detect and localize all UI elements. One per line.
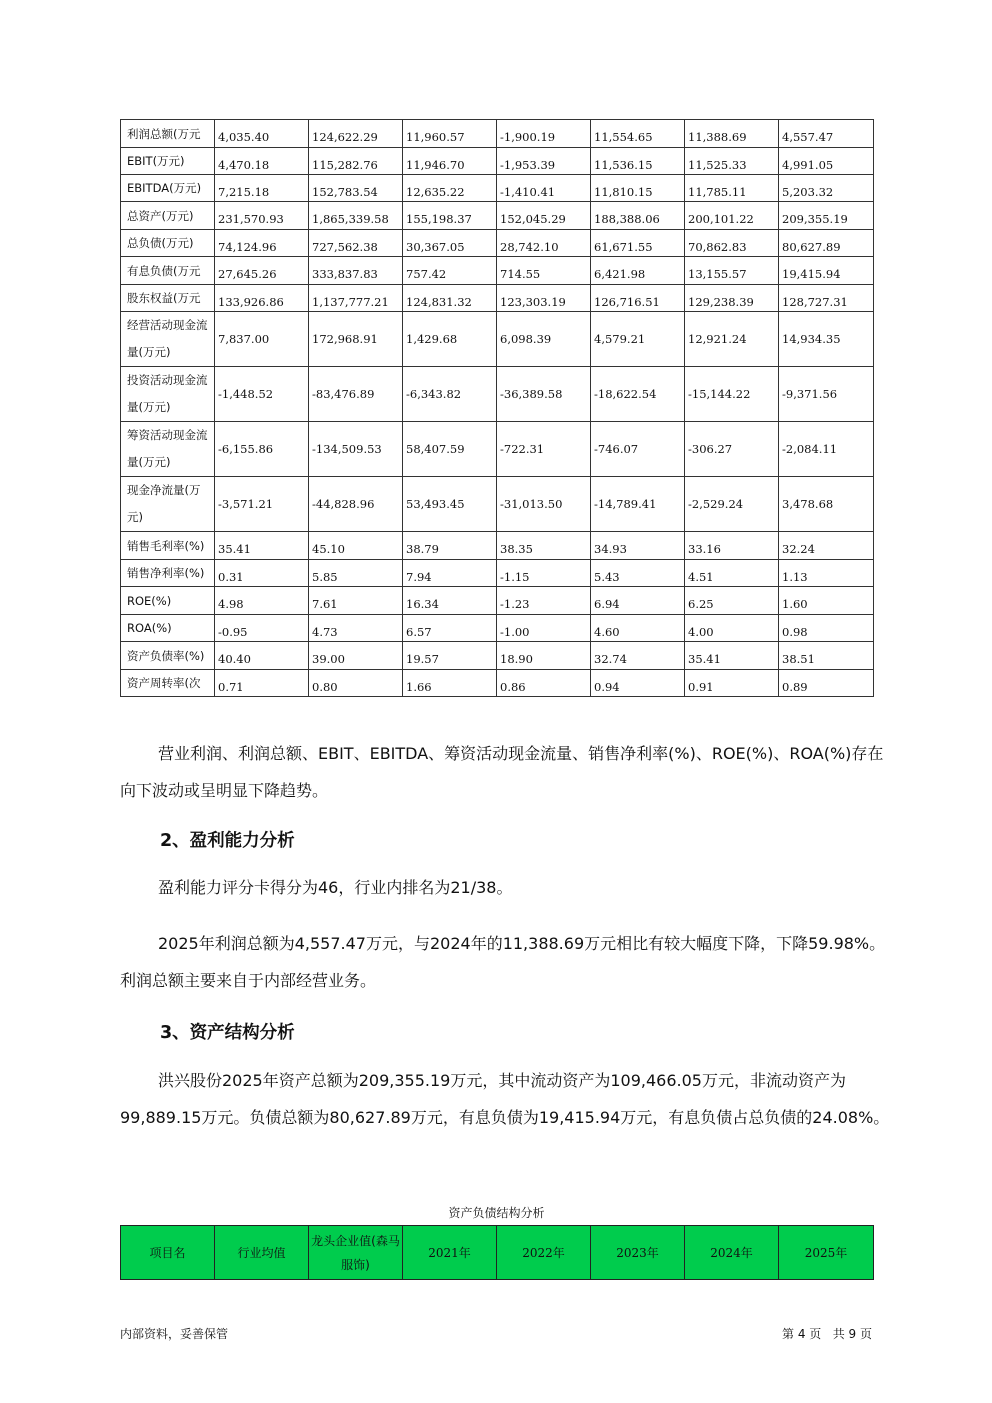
table-cell: 209,355.19 [779,202,874,230]
table-cell: 0.86 [497,670,591,697]
table-cell: 35.41 [215,532,309,560]
table-cell: 61,671.55 [591,230,685,257]
row-label: 资产负债率(%) [121,642,215,670]
table-cell: 11,388.69 [685,120,779,148]
table-cell: 0.71 [215,670,309,697]
table-cell: 32.74 [591,642,685,670]
table-cell: 11,536.15 [591,148,685,175]
row-label: 投资活动现金流量(万元) [121,367,215,422]
row-label: 经营活动现金流量(万元) [121,312,215,367]
row-label: 筹资活动现金流量(万元) [121,422,215,477]
table-row [121,230,874,257]
table-cell: 11,960.57 [403,120,497,148]
table-row [121,642,874,670]
table-row [121,560,874,587]
table-cell: 4,035.40 [215,120,309,148]
table-cell: 188,388.06 [591,202,685,230]
table-cell: -1,900.19 [497,120,591,148]
section-2-heading: 2、盈利能力分析 [160,831,295,851]
row-label: 股东权益(万元 [121,285,215,312]
table-cell: 128,727.31 [779,285,874,312]
table-cell: 152,045.29 [497,202,591,230]
table-row [121,367,874,422]
table-cell: -2,084.11 [779,422,874,477]
financial-indicators-table [120,119,874,697]
row-label: EBITDA(万元) [121,175,215,202]
table-cell: 16.34 [403,587,497,615]
table-cell: 0.91 [685,670,779,697]
asset-liability-structure-table [120,1225,874,1280]
table-cell: -9,371.56 [779,367,874,422]
row-label: 销售净利率(%) [121,560,215,587]
table-cell: 714.55 [497,257,591,285]
table-cell: 27,645.26 [215,257,309,285]
table-cell: 1,137,777.21 [309,285,403,312]
table-cell: 0.80 [309,670,403,697]
table-cell: 1,429.68 [403,312,497,367]
header-cell: 2021年 [403,1226,497,1280]
table-row [121,532,874,560]
row-label: 销售毛利率(%) [121,532,215,560]
table-row [121,257,874,285]
table-cell: 7,215.18 [215,175,309,202]
table-cell: 1.13 [779,560,874,587]
table-cell: -1.00 [497,615,591,642]
table-cell: 38.51 [779,642,874,670]
table-cell: 126,716.51 [591,285,685,312]
section-3-heading: 3、资产结构分析 [160,1023,295,1043]
table-cell: -1,448.52 [215,367,309,422]
table-cell: 5.43 [591,560,685,587]
table-cell: 133,926.86 [215,285,309,312]
table-row [121,120,874,148]
table-cell: 4.98 [215,587,309,615]
table-cell: 11,554.65 [591,120,685,148]
table-cell: 123,303.19 [497,285,591,312]
table-cell: 5.85 [309,560,403,587]
header-cell: 项目名 [121,1226,215,1280]
table-cell: 45.10 [309,532,403,560]
asset-structure-paragraph: 洪兴股份2025年资产总额为209,355.19万元，其中流动资产为109,466.05万元，非流动资产为99,889.15万元。负债总额为80,627.89万元，有息负债为19,415.94万元，有息负债占总负债的24.08%。 [120,1071,890,1127]
table-cell: -722.31 [497,422,591,477]
table-cell: 74,124.96 [215,230,309,257]
table-cell: -1.15 [497,560,591,587]
table-cell: -31,013.50 [497,477,591,532]
table-cell: 53,493.45 [403,477,497,532]
table-cell: 124,831.32 [403,285,497,312]
table-cell: 35.41 [685,642,779,670]
table-cell: 19.57 [403,642,497,670]
table-cell: 19,415.94 [779,257,874,285]
row-label: 总负债(万元) [121,230,215,257]
profitability-score-paragraph: 盈利能力评分卡得分为46，行业内排名为21/38。 [158,878,513,897]
table-cell: -0.95 [215,615,309,642]
table-cell: 11,946.70 [403,148,497,175]
table-cell: 4,991.05 [779,148,874,175]
table-cell: 4.60 [591,615,685,642]
table-cell: 4,470.18 [215,148,309,175]
table-cell: 1,865,339.58 [309,202,403,230]
table-cell: 12,921.24 [685,312,779,367]
table-row [121,615,874,642]
table-cell: 4,579.21 [591,312,685,367]
header-cell: 2023年 [591,1226,685,1280]
table-cell: -44,828.96 [309,477,403,532]
table-cell: 155,198.37 [403,202,497,230]
table-cell: 40.40 [215,642,309,670]
row-label: 有息负债(万元 [121,257,215,285]
row-label: ROE(%) [121,587,215,615]
table-cell: 39.00 [309,642,403,670]
table-cell: 200,101.22 [685,202,779,230]
table-cell: 11,785.11 [685,175,779,202]
table-cell: -1,410.41 [497,175,591,202]
table-cell: -18,622.54 [591,367,685,422]
table-cell: 80,627.89 [779,230,874,257]
table-cell: 231,570.93 [215,202,309,230]
table-cell: 32.24 [779,532,874,560]
table-cell: 129,238.39 [685,285,779,312]
table-cell: 727,562.38 [309,230,403,257]
table-cell: 6.25 [685,587,779,615]
table-cell: -134,509.53 [309,422,403,477]
table-cell: 0.98 [779,615,874,642]
table-cell: -1,953.39 [497,148,591,175]
table-cell: -746.07 [591,422,685,477]
table-cell: 13,155.57 [685,257,779,285]
structure-table-caption: 资产负债结构分析 [448,1206,545,1220]
row-label: ROA(%) [121,615,215,642]
table-cell: -14,789.41 [591,477,685,532]
table-cell: 0.89 [779,670,874,697]
table-cell: 12,635.22 [403,175,497,202]
table-cell: 0.31 [215,560,309,587]
table-cell: 1.60 [779,587,874,615]
table-cell: -6,343.82 [403,367,497,422]
table-cell: 4.73 [309,615,403,642]
table-cell: 4,557.47 [779,120,874,148]
table-cell: -83,476.89 [309,367,403,422]
header-cell: 2024年 [685,1226,779,1280]
table-cell: 7,837.00 [215,312,309,367]
table-cell: 7.61 [309,587,403,615]
table-cell: 34.93 [591,532,685,560]
table-cell: 30,367.05 [403,230,497,257]
table-row [121,175,874,202]
footer-page-number: 第 4 页 共 9 页 [782,1327,872,1341]
table-cell: 6,421.98 [591,257,685,285]
table-cell: 11,810.15 [591,175,685,202]
table-cell: -1.23 [497,587,591,615]
trend-paragraph: 营业利润、利润总额、EBIT、EBITDA、筹资活动现金流量、销售净利率(%)、ROE(%)、ROA(%)存在向下波动或呈明显下降趋势。 [120,744,884,800]
table-cell: -2,529.24 [685,477,779,532]
table-cell: 6,098.39 [497,312,591,367]
table-cell: 38.79 [403,532,497,560]
table-cell: 33.16 [685,532,779,560]
table-row [121,587,874,615]
table-cell: -36,389.58 [497,367,591,422]
table-cell: 4.00 [685,615,779,642]
table-cell: 152,783.54 [309,175,403,202]
table-cell: 115,282.76 [309,148,403,175]
table-cell: -6,155.86 [215,422,309,477]
table-cell: 14,934.35 [779,312,874,367]
row-label: 资产周转率(次 [121,670,215,697]
header-cell: 行业均值 [215,1226,309,1280]
table-cell: 70,862.83 [685,230,779,257]
table-cell: 4.51 [685,560,779,587]
table-cell: -306.27 [685,422,779,477]
row-label: EBIT(万元) [121,148,215,175]
header-cell: 2022年 [497,1226,591,1280]
profit-change-paragraph: 2025年利润总额为4,557.47万元，与2024年的11,388.69万元相比有较大幅度下降，下降59.98%。利润总额主要来自于内部经营业务。 [120,934,886,990]
table-cell: 1.66 [403,670,497,697]
header-cell: 龙头企业值(森马服饰) [309,1226,403,1280]
table-cell: 58,407.59 [403,422,497,477]
table-row [121,670,874,697]
table-cell: 38.35 [497,532,591,560]
table-cell: 172,968.91 [309,312,403,367]
table-cell: 7.94 [403,560,497,587]
table-cell: 6.94 [591,587,685,615]
row-label: 利润总额(万元 [121,120,215,148]
table-cell: 28,742.10 [497,230,591,257]
table-cell: 757.42 [403,257,497,285]
table-row [121,148,874,175]
table-cell: -3,571.21 [215,477,309,532]
table-cell: 3,478.68 [779,477,874,532]
table-cell: 333,837.83 [309,257,403,285]
header-cell: 2025年 [779,1226,874,1280]
table-cell: 0.94 [591,670,685,697]
table-row [121,312,874,367]
table-cell: 5,203.32 [779,175,874,202]
table-row [121,285,874,312]
table-cell: -15,144.22 [685,367,779,422]
structure-header-row [121,1226,874,1280]
table-row [121,202,874,230]
table-cell: 11,525.33 [685,148,779,175]
table-row [121,477,874,532]
table-cell: 124,622.29 [309,120,403,148]
row-label: 现金净流量(万元) [121,477,215,532]
footer-confidential-note: 内部资料，妥善保管 [120,1327,229,1341]
row-label: 总资产(万元) [121,202,215,230]
table-cell: 6.57 [403,615,497,642]
table-row [121,422,874,477]
table-cell: 18.90 [497,642,591,670]
